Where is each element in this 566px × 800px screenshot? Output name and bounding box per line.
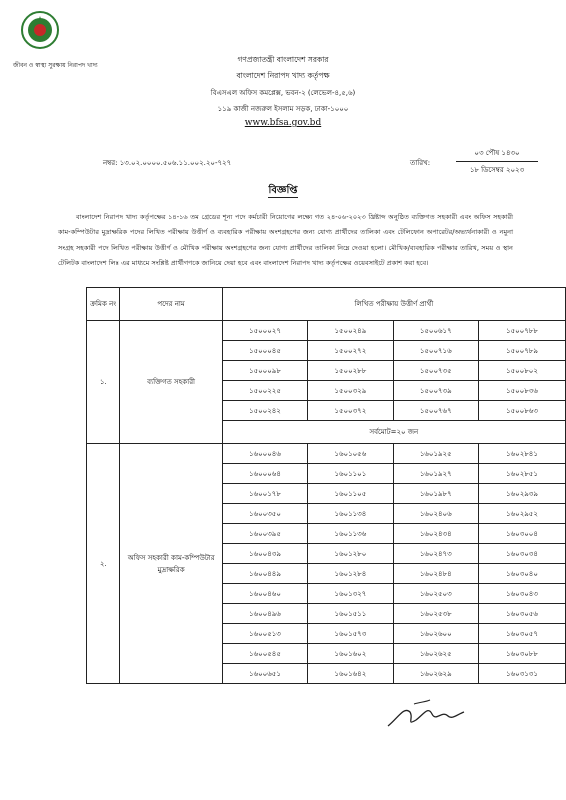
website-link[interactable]: www.bfsa.gov.bd [244,118,322,128]
government-name: গণপ্রজাতন্ত্রী বাংলাদেশ সরকার [237,55,329,64]
roll-cell: ১৬০১৫৭৩ [308,624,393,644]
roll-cell: ১৬০১২৮৪ [308,564,393,584]
roll-cell: ১৬০২৪৭৩ [393,544,478,564]
roll-cell: ১৬০০০৪৬ [222,444,307,464]
roll-cell: ১৬০১৬৪২ [308,664,393,684]
header-post: পদের নাম [120,288,222,321]
signature [384,696,466,736]
candidate-table [86,287,566,684]
bfsa-logo [20,10,60,50]
roll-cell: ১৬০২৬২৯ [393,664,478,684]
header-serial: ক্রমিক নং [87,288,120,321]
roll-cell: ১৫০০৩৭২ [308,401,393,421]
section-1-post: ব্যক্তিগত সহকারী [120,321,222,444]
roll-cell: ১৫০০২২৫ [222,381,307,401]
roll-cell: ১৬০০৪৬০ [222,584,307,604]
date-block [456,146,538,177]
roll-cell: ১৬০১০৫৬ [308,444,393,464]
notice-title [0,183,566,200]
roll-cell: ১৫০০২৮৮ [308,361,393,381]
roll-cell: ১৬০৩০৪০ [478,564,565,584]
section-2-serial: ২. [87,444,120,684]
roll-cell: ১৫০০৬১৭ [393,321,478,341]
notice-title-text: বিজ্ঞপ্তি [268,185,298,196]
roll-cell: ১৬০২৫৩৮ [393,604,478,624]
roll-cell: ১৫০০৮০২ [478,361,565,381]
roll-cell: ১৬০০৪৪৯ [222,564,307,584]
roll-cell: ১৬০০০৬৪ [222,464,307,484]
roll-cell: ১৬০২৪৮৪ [393,564,478,584]
roll-cell: ১৬০২৯৫২ [478,504,565,524]
roll-cell: ১৬০০৩৯৫ [222,524,307,544]
roll-cell: ১৬০২৮৫১ [478,464,565,484]
roll-cell: ১৫০০৩২৯ [308,381,393,401]
roll-cell: ১৫০০০৯৮ [222,361,307,381]
roll-cell: ১৫০০০৪৫ [222,341,307,361]
roll-cell: ১৬০০৪৯৬ [222,604,307,624]
section-2-post: অফিস সহকারী কাম-কম্পিউটার মুদ্রাক্ষরিক [120,444,222,684]
address-line-1: বিএসএল অফিস কমপ্লেক্স, ভবন-২ (লেভেল-৪,৫,৬) [210,89,356,97]
memo-number: নম্বর: ১৩.০২.০০০০.৫০৬.১১.০০২.২০-৭২৭ [103,159,232,167]
roll-cell: ১৫০০২৪২ [222,401,307,421]
roll-cell: ১৬০৩০৫৬ [478,604,565,624]
roll-cell: ১৬০১১০১ [308,464,393,484]
table-header-row [87,288,566,321]
date-gregorian: ১৮ ডিসেম্বর ২০২৩ [469,166,525,174]
section-1-total: সর্বমোট=২০ জন [222,421,565,444]
roll-cell: ১৫০০৭৩৯ [393,381,478,401]
roll-cell: ১৫০০৭৮৯ [478,341,565,361]
roll-cell: ১৬০২৪০৬ [393,504,478,524]
section-1-serial: ১. [87,321,120,444]
roll-cell: ১৬০২৬০০ [393,624,478,644]
roll-cell: ১৫০০৭৩৫ [393,361,478,381]
roll-cell: ১৬০২৯৩৯ [478,484,565,504]
roll-cell: ১৬০০১৭৮ [222,484,307,504]
table-row [87,321,566,341]
date-bangla: ০৩ পৌষ ১৪৩০ [474,149,520,157]
roll-cell: ১৬০০৩৫০ [222,504,307,524]
roll-cell: ১৬০০৫১৩ [222,624,307,644]
roll-cell: ১৫০০৭১৬ [393,341,478,361]
roll-cell: ১৫০০৭৬৭ [393,401,478,421]
roll-cell: ১৬০৩১৩১ [478,664,565,684]
roll-cell: ১৬০৩০০৪ [478,524,565,544]
roll-cell: ১৬০১১০৫ [308,484,393,504]
roll-cell: ১৬০১৯২৫ [393,444,478,464]
authority-name: বাংলাদেশ নিরাপদ খাদ্য কর্তৃপক্ষ [236,71,330,80]
roll-cell: ১৫০০৮৬৩ [478,401,565,421]
roll-cell: ১৬০০৪৩৯ [222,544,307,564]
roll-cell: ১৬০১৯২৭ [393,464,478,484]
roll-cell: ১৬০১৩২৭ [308,584,393,604]
notice-body: বাংলাদেশ নিরাপদ খাদ্য কর্তৃপক্ষের ১৪-১৬ তম গ্রেডের শূন্য পদে কর্মচারী নিয়োগের লক্ষ্যে গত ২৪-০৬-২০২৩ খ্রিষ্টাব্দ অনুষ্ঠিত ব্যক্তিগত সহকারী এবং অফিস সহকারী কাম-কম্পিউটার মুদ্রাক্ষরিক পদের লিখিত পরীক্ষায় উত্তীর্ণ ও ব্যবহারিক পরীক্ষায় অংশগ্রহণের জন্য যোগ্য প্রার্থীদের তালিকা এবং টেলিফোন অপারেটর/অভ্যর্থনাকারী ও নমুনা সংগ্রহ সহকারী পদে লিখিত পরীক্ষায় উত্তীর্ণ ও মৌখিক পরীক্ষায় অংশগ্রহণের জন্য যোগ্য প্রার্থীদের তালিকা নিম্নে দেওয়া হলো। মৌখিক/ব্যবহারিক পরীক্ষার তারিখ, সময় ও স্থান টেলিটক বাংলাদেশ লিঃ এর মাধ্যমে সংশ্লিষ্ট প্রার্থীগণকে জানিয়ে দেয়া হবে এবং বাংলাদেশ নিরাপদ খাদ্য কর্তৃপক্ষের ওয়েবসাইটে প্রকাশ করা হবে। [58,213,513,268]
table-row [87,444,566,464]
roll-cell: ১৫০০২৭২ [308,341,393,361]
roll-cell: ১৬০১৬০২ [308,644,393,664]
motto: জীবন ও স্বাস্থ্য সুরক্ষায় নিরাপদ খাদ্য [13,62,98,69]
header-candidates: লিখিত পরীক্ষায় উত্তীর্ণ প্রার্থী [222,288,565,321]
roll-cell: ১৬০৩০৩৪ [478,544,565,564]
roll-cell: ১৬০২৪৩৪ [393,524,478,544]
roll-cell: ১৬০১১৩৪ [308,504,393,524]
roll-cell: ১৫০০৮৩৬ [478,381,565,401]
roll-cell: ১৫০০২৪৯ [308,321,393,341]
roll-cell: ১৫০০০২৭ [222,321,307,341]
roll-cell: ১৬০৩০৮৮ [478,644,565,664]
roll-cell: ১৬০১২৮০ [308,544,393,564]
date-divider [456,161,538,162]
date-label: তারিখ: [410,159,431,167]
roll-cell: ১৬০২৮৪১ [478,444,565,464]
roll-cell: ১৬০২৫০৩ [393,584,478,604]
address-line-2: ১১৯ কাজী নজরুল ইসলাম সড়ক, ঢাকা-১০০০ [217,105,349,113]
roll-cell: ১৬০২৬২৫ [393,644,478,664]
roll-cell: ১৬০১৫১১ [308,604,393,624]
roll-cell: ১৬০১১৩৬ [308,524,393,544]
roll-cell: ১৬০৩০৪৩ [478,584,565,604]
roll-cell: ১৫০০৭৮৮ [478,321,565,341]
roll-cell: ১৬০০৫৪৫ [222,644,307,664]
roll-cell: ১৬০৩০৫৭ [478,624,565,644]
roll-cell: ১৬০০৬৫১ [222,664,307,684]
roll-cell: ১৬০১৯৮৭ [393,484,478,504]
